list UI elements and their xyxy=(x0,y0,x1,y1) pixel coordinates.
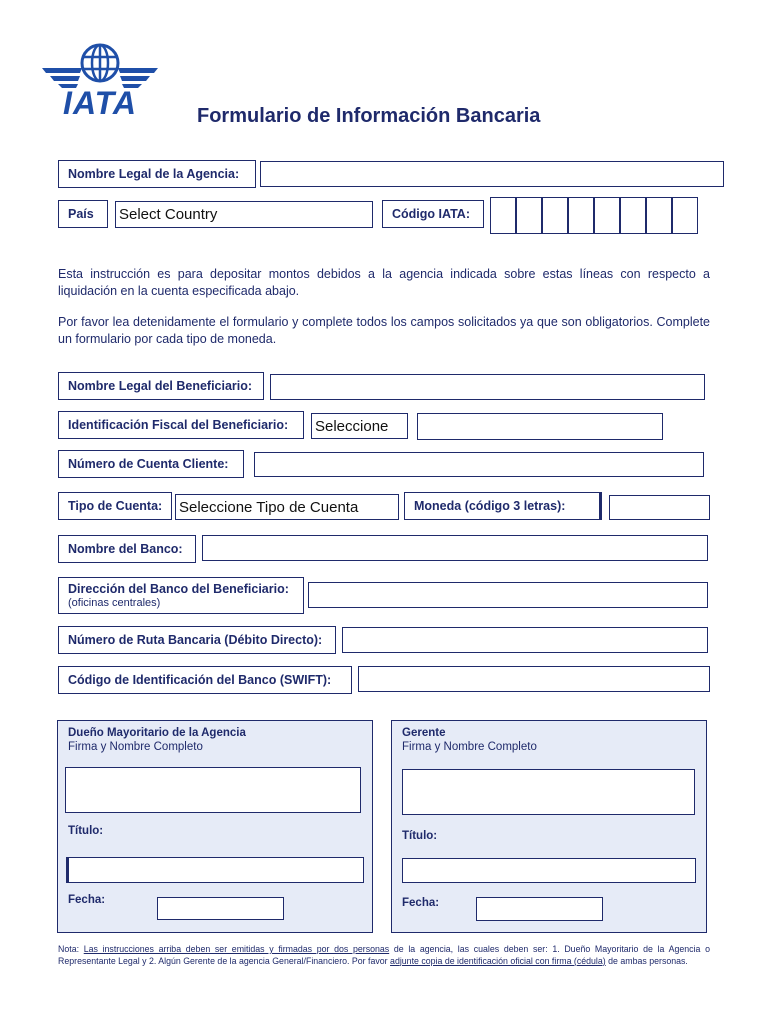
manager-panel-subtitle: Firma y Nombre Completo xyxy=(402,741,537,753)
bank-address-label xyxy=(58,577,304,614)
account-type-select[interactable]: Seleccione Tipo de Cuenta xyxy=(175,494,399,520)
iata-code-label: Código IATA: xyxy=(382,200,484,228)
logo-text: IATA xyxy=(63,85,137,121)
iata-code-digit-4[interactable] xyxy=(568,197,594,234)
iata-code-boxes xyxy=(490,197,698,234)
iata-code-digit-2[interactable] xyxy=(516,197,542,234)
bank-address-label-text: Dirección del Banco del Beneficiario: xyxy=(68,581,289,596)
beneficiary-legal-name-field[interactable] xyxy=(270,374,705,400)
bank-name-label: Nombre del Banco: xyxy=(58,535,196,563)
note-text-2: de ambas personas. xyxy=(605,955,688,966)
routing-number-field[interactable] xyxy=(342,627,708,653)
manager-signature-panel xyxy=(391,720,707,933)
agency-legal-name-label: Nombre Legal de la Agencia: xyxy=(58,160,256,188)
owner-panel-title: Dueño Mayoritario de la Agencia xyxy=(68,727,246,739)
iata-code-digit-6[interactable] xyxy=(620,197,646,234)
iata-logo xyxy=(40,42,160,122)
owner-signature-field[interactable] xyxy=(65,767,361,813)
bank-name-field[interactable] xyxy=(202,535,708,561)
bank-address-field[interactable] xyxy=(308,582,708,608)
currency-field[interactable] xyxy=(609,495,710,520)
routing-number-label: Número de Ruta Bancaria (Débito Directo): xyxy=(58,626,336,654)
manager-title-field[interactable] xyxy=(402,858,696,883)
owner-date-field[interactable] xyxy=(157,897,284,920)
beneficiary-legal-name-label: Nombre Legal del Beneficiario: xyxy=(58,372,264,400)
note-text-1: de la agencia, las cuales deben ser: 1. Dueño Mayoritario de la Agencia o Representante Legal y 2. Algún Gerente de la agencia General/Financiero. Por favor xyxy=(58,944,710,966)
iata-code-digit-7[interactable] xyxy=(646,197,672,234)
swift-code-field[interactable] xyxy=(358,666,710,692)
page-title: Formulario de Información Bancaria xyxy=(197,105,541,127)
account-number-field[interactable] xyxy=(254,452,704,477)
owner-title-label: Título: xyxy=(68,825,104,837)
note-underlined-1: Las instrucciones arriba deben ser emitidas y firmadas por dos personas xyxy=(83,944,390,954)
bank-address-sublabel: (oficinas centrales) xyxy=(68,596,161,609)
owner-title-field[interactable] xyxy=(66,857,364,883)
account-number-label: Número de Cuenta Cliente: xyxy=(58,450,244,478)
iata-code-digit-3[interactable] xyxy=(542,197,568,234)
owner-date-label: Fecha: xyxy=(68,894,106,906)
country-label: País xyxy=(58,200,108,228)
iata-code-digit-5[interactable] xyxy=(594,197,620,234)
agency-legal-name-field[interactable] xyxy=(260,161,724,187)
footer-note xyxy=(58,944,710,967)
manager-date-label: Fecha: xyxy=(402,897,440,909)
note-prefix: Nota: xyxy=(58,944,84,954)
instruction-paragraph-2: Por favor lea detenidamente el formulario y complete todos los campos solicitados ya que son obligatorios. Complete un formulario por cada tipo de moneda. xyxy=(58,315,710,346)
note-underlined-2: adjunte copia de identificación oficial con firma (cédula) xyxy=(390,955,606,966)
owner-signature-panel xyxy=(57,720,373,933)
account-type-label: Tipo de Cuenta: xyxy=(58,492,172,520)
tax-id-type-select[interactable]: Seleccione xyxy=(311,413,408,439)
manager-date-field[interactable] xyxy=(476,897,603,921)
iata-code-digit-1[interactable] xyxy=(490,197,516,234)
tax-id-field[interactable] xyxy=(417,413,663,440)
manager-signature-field[interactable] xyxy=(402,769,695,815)
currency-label: Moneda (código 3 letras): xyxy=(404,492,602,520)
owner-panel-subtitle: Firma y Nombre Completo xyxy=(68,741,203,753)
manager-panel-title: Gerente xyxy=(402,727,446,739)
country-select[interactable]: Select Country xyxy=(115,201,373,228)
manager-title-label: Título: xyxy=(402,830,438,842)
beneficiary-tax-id-label: Identificación Fiscal del Beneficiario: xyxy=(58,411,304,439)
swift-code-label: Código de Identificación del Banco (SWIFT): xyxy=(58,666,352,694)
instruction-paragraph-1: Esta instrucción es para depositar montos debidos a la agencia indicada sobre estas líneas con respecto a liquidación en la cuenta especificada abajo. xyxy=(58,267,710,298)
iata-code-digit-8[interactable] xyxy=(672,197,698,234)
